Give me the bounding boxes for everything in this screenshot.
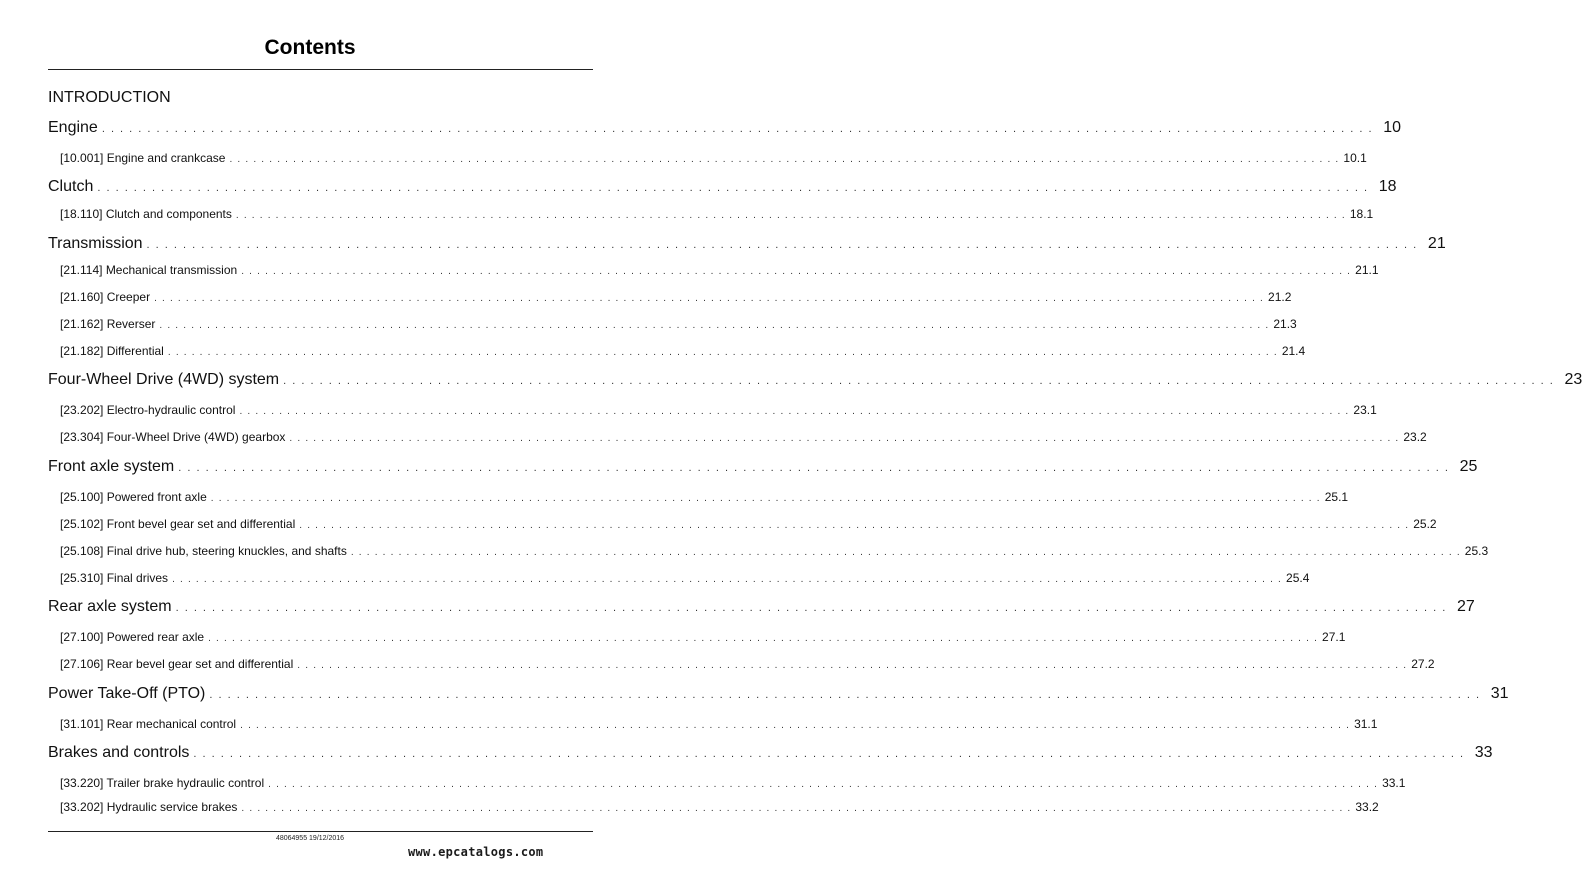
dot-leader: . . . . . . . . . . . . . . . . . . . . . . . . . . . . . . . . . . . . . . . . . . . . . . . . . . . . . . . . . . . . . . . . . . . . . . . . . . . . . . . . . . . . . . . . . . . . . . . . . . . . . . . . . . . . . . . . . . . . . . . . . . . . . . . . . . . . . . . . . . . . xyxy=(283,375,1555,387)
toc-section-entry[interactable] xyxy=(60,543,1489,559)
dot-leader: . . . . . . . . . . . . . . . . . . . . . . . . . . . . . . . . . . . . . . . . . . . . . . . . . . . . . . . . . . . . . . . . . . . . . . . . . . . . . . . . . . . . . . . . . . . . . . . . . . . . . . . . . . . . . . . . . . . . . . . . . . . . . . . . . . . . . . . . . . . . xyxy=(289,433,1400,444)
toc-entry-label: [25.310] Final drives xyxy=(60,571,169,585)
toc-page-number: 18 xyxy=(1378,178,1397,195)
dot-leader: . . . . . . . . . . . . . . . . . . . . . . . . . . . . . . . . . . . . . . . . . . . . . . . . . . . . . . . . . . . . . . . . . . . . . . . . . . . . . . . . . . . . . . . . . . . . . . . . . . . . . . . . . . . . . . . . . . . . . . . . . . . . . . . . . . . . . . . . . . . . xyxy=(178,462,1450,474)
toc-page-number: 23 xyxy=(1564,371,1582,388)
toc-section-entry[interactable] xyxy=(60,489,1349,505)
toc-chapter-entry[interactable] xyxy=(48,597,1475,617)
toc-entry-label: Four-Wheel Drive (4WD) system xyxy=(48,371,280,388)
toc-section-entry[interactable] xyxy=(60,316,1297,332)
dot-leader: . . . . . . . . . . . . . . . . . . . . . . . . . . . . . . . . . . . . . . . . . . . . . . . . . . . . . . . . . . . . . . . . . . . . . . . . . . . . . . . . . . . . . . . . . . . . . . . . . . . . . . . . . . . . . . . . . . . . . . . . . . . . . . . . . . . . . . . . . . . . xyxy=(146,239,1418,251)
toc-entry-label: Transmission xyxy=(48,235,143,252)
toc-chapter-entry[interactable] xyxy=(48,457,1478,477)
dot-leader: . . . . . . . . . . . . . . . . . . . . . . . . . . . . . . . . . . . . . . . . . . . . . . . . . . . . . . . . . . . . . . . . . . . . . . . . . . . . . . . . . . . . . . . . . . . . . . . . . . . . . . . . . . . . . . . . . . . . . . . . . . . . . . . . . . . . . . . . . . . . xyxy=(101,123,1373,135)
dot-leader: . . . . . . . . . . . . . . . . . . . . . . . . . . . . . . . . . . . . . . . . . . . . . . . . . . . . . . . . . . . . . . . . . . . . . . . . . . . . . . . . . . . . . . . . . . . . . . . . . . . . . . . . . . . . . . . . . . . . . . . . . . . . . . . . . . . . . . . . . . . . xyxy=(350,547,1461,558)
toc-entry-label: [10.001] Engine and crankcase xyxy=(60,151,226,165)
dot-leader: . . . . . . . . . . . . . . . . . . . . . . . . . . . . . . . . . . . . . . . . . . . . . . . . . . . . . . . . . . . . . . . . . . . . . . . . . . . . . . . . . . . . . . . . . . . . . . . . . . . . . . . . . . . . . . . . . . . . . . . . . . . . . . . . . . . . . . . . . . . . xyxy=(297,660,1408,671)
footer-divider xyxy=(48,831,593,832)
dot-leader: . . . . . . . . . . . . . . . . . . . . . . . . . . . . . . . . . . . . . . . . . . . . . . . . . . . . . . . . . . . . . . . . . . . . . . . . . . . . . . . . . . . . . . . . . . . . . . . . . . . . . . . . . . . . . . . . . . . . . . . . . . . . . . . . . . . . . . . . . . . . xyxy=(229,154,1340,165)
document-id: 48064955 19/12/2016 xyxy=(275,835,345,842)
toc-entry-label: [21.114] Mechanical transmission xyxy=(60,263,238,277)
dot-leader: . . . . . . . . . . . . . . . . . . . . . . . . . . . . . . . . . . . . . . . . . . . . . . . . . . . . . . . . . . . . . . . . . . . . . . . . . . . . . . . . . . . . . . . . . . . . . . . . . . . . . . . . . . . . . . . . . . . . . . . . . . . . . . . . . . . . . . . . . . . . xyxy=(241,803,1352,814)
toc-entry-label: [33.202] Hydraulic service brakes xyxy=(60,800,238,814)
toc-section-entry[interactable] xyxy=(60,289,1292,305)
dot-leader: . . . . . . . . . . . . . . . . . . . . . . . . . . . . . . . . . . . . . . . . . . . . . . . . . . . . . . . . . . . . . . . . . . . . . . . . . . . . . . . . . . . . . . . . . . . . . . . . . . . . . . . . . . . . . . . . . . . . . . . . . . . . . . . . . . . . . . . . . . . . xyxy=(299,520,1410,531)
toc-page-number: 25.1 xyxy=(1324,490,1349,504)
toc-entry-label: [18.110] Clutch and components xyxy=(60,207,232,221)
dot-leader: . . . . . . . . . . . . . . . . . . . . . . . . . . . . . . . . . . . . . . . . . . . . . . . . . . . . . . . . . . . . . . . . . . . . . . . . . . . . . . . . . . . . . . . . . . . . . . . . . . . . . . . . . . . . . . . . . . . . . . . . . . . . . . . . . . . . . . . . . . . . xyxy=(239,406,1350,417)
toc-chapter-entry[interactable] xyxy=(48,234,1446,254)
dot-leader: . . . . . . . . . . . . . . . . . . . . . . . . . . . . . . . . . . . . . . . . . . . . . . . . . . . . . . . . . . . . . . . . . . . . . . . . . . . . . . . . . . . . . . . . . . . . . . . . . . . . . . . . . . . . . . . . . . . . . . . . . . . . . . . . . . . . . . . . . . . . xyxy=(241,266,1352,277)
toc-entry-label: Front axle system xyxy=(48,458,175,475)
toc-section-entry[interactable] xyxy=(60,402,1377,418)
toc-entry-label: Clutch xyxy=(48,178,94,195)
dot-leader: . . . . . . . . . . . . . . . . . . . . . . . . . . . . . . . . . . . . . . . . . . . . . . . . . . . . . . . . . . . . . . . . . . . . . . . . . . . . . . . . . . . . . . . . . . . . . . . . . . . . . . . . . . . . . . . . . . . . . . . . . . . . . . . . . . . . . . . . . . . . xyxy=(154,293,1265,304)
toc-section-entry[interactable] xyxy=(60,799,1379,815)
toc-entry-label: [27.106] Rear bevel gear set and differential xyxy=(60,657,294,671)
toc-page-number: 10 xyxy=(1383,119,1401,136)
watermark: www.epcatalogs.com xyxy=(408,845,544,859)
toc-entry-label: Brakes and controls xyxy=(48,744,190,761)
toc-section-entry[interactable] xyxy=(60,262,1379,278)
dot-leader: . . . . . . . . . . . . . . . . . . . . . . . . . . . . . . . . . . . . . . . . . . . . . . . . . . . . . . . . . . . . . . . . . . . . . . . . . . . . . . . . . . . . . . . . . . . . . . . . . . . . . . . . . . . . . . . . . . . . . . . . . . . . . . . . . . . . . . . . . . . . xyxy=(268,779,1379,790)
toc-page-number: 18.1 xyxy=(1349,207,1374,221)
toc-chapter-entry[interactable] xyxy=(48,743,1493,763)
toc-chapter-entry[interactable] xyxy=(48,370,1582,390)
toc-page-number: 25.2 xyxy=(1413,517,1437,531)
toc-entry-label: [25.100] Powered front axle xyxy=(60,490,207,504)
toc-page-number: 33 xyxy=(1474,744,1493,761)
toc-page-number: 23.1 xyxy=(1353,403,1377,417)
toc-page-number: 33.2 xyxy=(1355,800,1379,814)
toc-page-number: 21.3 xyxy=(1273,317,1297,331)
toc-entry-label: [25.102] Front bevel gear set and differential xyxy=(60,517,296,531)
toc-section-entry[interactable] xyxy=(60,629,1346,645)
toc-entry-label: [23.304] Four-Wheel Drive (4WD) gearbox xyxy=(60,430,286,444)
toc-chapter-entry[interactable] xyxy=(48,118,1401,138)
toc-chapter-entry[interactable] xyxy=(48,177,1397,197)
toc-chapter-entry[interactable] xyxy=(48,684,1509,704)
toc-entry-label: [23.202] Electro-hydraulic control xyxy=(60,403,236,417)
toc-section-entry[interactable] xyxy=(60,429,1427,445)
toc-entry-label: [21.162] Reverser xyxy=(60,317,156,331)
table-of-contents xyxy=(48,0,1582,835)
toc-page-number: 27 xyxy=(1456,598,1475,615)
toc-page-number: 27.1 xyxy=(1322,630,1346,644)
dot-leader: . . . . . . . . . . . . . . . . . . . . . . . . . . . . . . . . . . . . . . . . . . . . . . . . . . . . . . . . . . . . . . . . . . . . . . . . . . . . . . . . . . . . . . . . . . . . . . . . . . . . . . . . . . . . . . . . . . . . . . . . . . . . . . . . . . . . . . . . . . . . xyxy=(159,320,1270,331)
dot-leader: . . . . . . . . . . . . . . . . . . . . . . . . . . . . . . . . . . . . . . . . . . . . . . . . . . . . . . . . . . . . . . . . . . . . . . . . . . . . . . . . . . . . . . . . . . . . . . . . . . . . . . . . . . . . . . . . . . . . . . . . . . . . . . . . . . . . . . . . . . . . xyxy=(97,182,1369,194)
toc-section-entry[interactable] xyxy=(60,206,1374,222)
dot-leader: . . . . . . . . . . . . . . . . . . . . . . . . . . . . . . . . . . . . . . . . . . . . . . . . . . . . . . . . . . . . . . . . . . . . . . . . . . . . . . . . . . . . . . . . . . . . . . . . . . . . . . . . . . . . . . . . . . . . . . . . . . . . . . . . . . . . . . . . . . . . xyxy=(235,210,1346,221)
toc-section-entry[interactable] xyxy=(60,150,1367,166)
toc-entry-label: [27.100] Powered rear axle xyxy=(60,630,205,644)
toc-page-number: 31.1 xyxy=(1354,717,1378,731)
dot-leader: . . . . . . . . . . . . . . . . . . . . . . . . . . . . . . . . . . . . . . . . . . . . . . . . . . . . . . . . . . . . . . . . . . . . . . . . . . . . . . . . . . . . . . . . . . . . . . . . . . . . . . . . . . . . . . . . . . . . . . . . . . . . . . . . . . . . . . . . . . . . xyxy=(210,493,1321,504)
toc-page-number: 21.1 xyxy=(1355,263,1379,277)
toc-entry-label: [31.101] Rear mechanical control xyxy=(60,717,237,731)
toc-section-entry[interactable] xyxy=(60,775,1406,791)
toc-intro-heading: INTRODUCTION xyxy=(48,89,171,106)
toc-page-number: 10.1 xyxy=(1343,151,1367,165)
dot-leader: . . . . . . . . . . . . . . . . . . . . . . . . . . . . . . . . . . . . . . . . . . . . . . . . . . . . . . . . . . . . . . . . . . . . . . . . . . . . . . . . . . . . . . . . . . . . . . . . . . . . . . . . . . . . . . . . . . . . . . . . . . . . . . . . . . . . . . . . . . . . xyxy=(167,347,1278,358)
toc-section-entry[interactable] xyxy=(60,516,1437,532)
toc-entry-label: [21.160] Creeper xyxy=(60,290,151,304)
toc-page-number: 21.4 xyxy=(1281,344,1306,358)
toc-page-number: 31 xyxy=(1490,685,1509,702)
toc-entry-label: [21.182] Differential xyxy=(60,344,164,358)
toc-entry-label: Power Take-Off (PTO) xyxy=(48,685,206,702)
toc-page-number: 23.2 xyxy=(1403,430,1427,444)
toc-entry-label: Engine xyxy=(48,119,98,136)
toc-page-number: 27.2 xyxy=(1411,657,1435,671)
toc-page-number: 25 xyxy=(1459,458,1478,475)
toc-page-number: 33.1 xyxy=(1382,776,1406,790)
dot-leader: . . . . . . . . . . . . . . . . . . . . . . . . . . . . . . . . . . . . . . . . . . . . . . . . . . . . . . . . . . . . . . . . . . . . . . . . . . . . . . . . . . . . . . . . . . . . . . . . . . . . . . . . . . . . . . . . . . . . . . . . . . . . . . . . . . . . . . . . . . . . xyxy=(172,574,1283,585)
toc-section-entry[interactable] xyxy=(60,716,1378,732)
dot-leader: . . . . . . . . . . . . . . . . . . . . . . . . . . . . . . . . . . . . . . . . . . . . . . . . . . . . . . . . . . . . . . . . . . . . . . . . . . . . . . . . . . . . . . . . . . . . . . . . . . . . . . . . . . . . . . . . . . . . . . . . . . . . . . . . . . . . . . . . . . . . xyxy=(209,689,1481,701)
toc-section-entry[interactable] xyxy=(60,570,1310,586)
dot-leader: . . . . . . . . . . . . . . . . . . . . . . . . . . . . . . . . . . . . . . . . . . . . . . . . . . . . . . . . . . . . . . . . . . . . . . . . . . . . . . . . . . . . . . . . . . . . . . . . . . . . . . . . . . . . . . . . . . . . . . . . . . . . . . . . . . . . . . . . . . . . xyxy=(193,748,1465,760)
toc-page-number: 25.4 xyxy=(1286,571,1310,585)
toc-entry-label: Rear axle system xyxy=(48,598,172,615)
toc-page-number: 25.3 xyxy=(1464,544,1489,558)
toc-page-number: 21.2 xyxy=(1268,290,1292,304)
toc-entry-label: [25.108] Final drive hub, steering knuckles, and shafts xyxy=(60,544,347,558)
toc-entry-label: [33.220] Trailer brake hydraulic control xyxy=(60,776,265,790)
page-title: Contents xyxy=(264,36,356,59)
dot-leader: . . . . . . . . . . . . . . . . . . . . . . . . . . . . . . . . . . . . . . . . . . . . . . . . . . . . . . . . . . . . . . . . . . . . . . . . . . . . . . . . . . . . . . . . . . . . . . . . . . . . . . . . . . . . . . . . . . . . . . . . . . . . . . . . . . . . . . . . . . . . xyxy=(208,633,1319,644)
dot-leader: . . . . . . . . . . . . . . . . . . . . . . . . . . . . . . . . . . . . . . . . . . . . . . . . . . . . . . . . . . . . . . . . . . . . . . . . . . . . . . . . . . . . . . . . . . . . . . . . . . . . . . . . . . . . . . . . . . . . . . . . . . . . . . . . . . . . . . . . . . . . xyxy=(240,720,1351,731)
toc-section-entry[interactable] xyxy=(60,656,1435,672)
toc-section-entry[interactable] xyxy=(60,343,1306,359)
toc-page-number: 21 xyxy=(1427,235,1446,252)
dot-leader: . . . . . . . . . . . . . . . . . . . . . . . . . . . . . . . . . . . . . . . . . . . . . . . . . . . . . . . . . . . . . . . . . . . . . . . . . . . . . . . . . . . . . . . . . . . . . . . . . . . . . . . . . . . . . . . . . . . . . . . . . . . . . . . . . . . . . . . . . . . . xyxy=(175,602,1447,614)
